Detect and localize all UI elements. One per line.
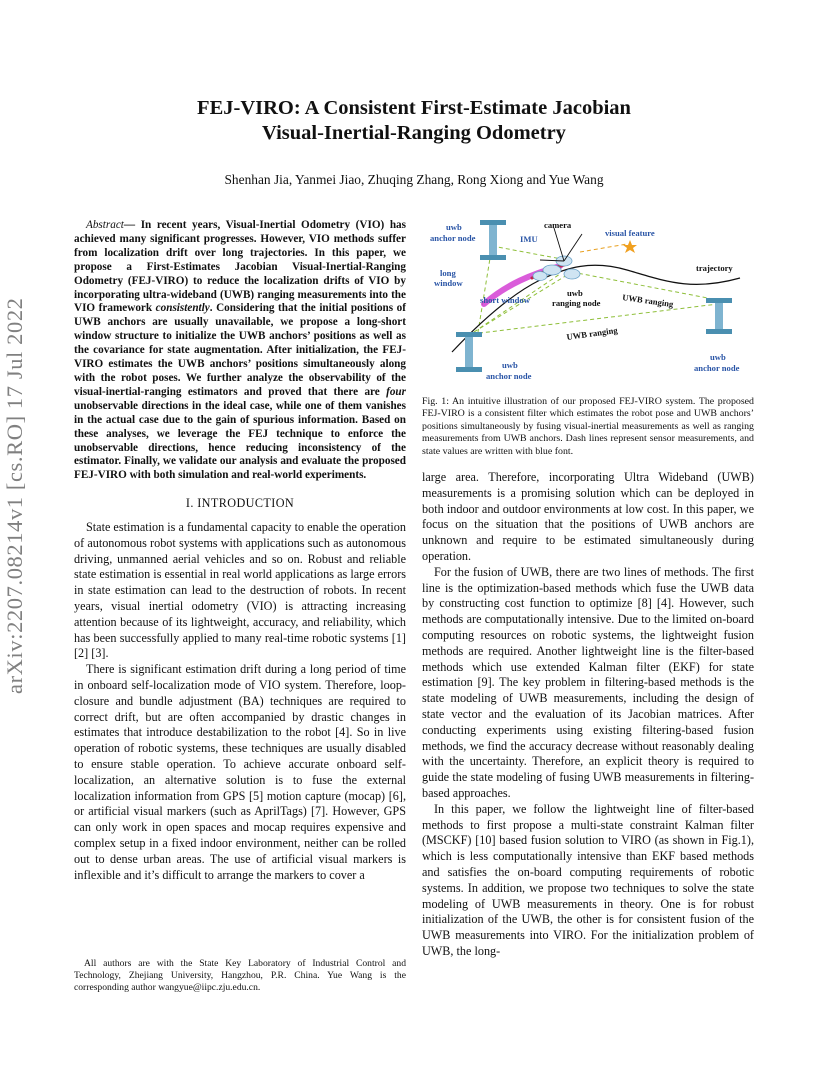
- visual-feature-icon: [623, 240, 637, 253]
- author-footnote: All authors are with the State Key Laboratory of Industrial Control and Technology, Zhejiang University, Hangzhou, P.R. China. Yue Wang is the corresponding author wangyue@iipc.zju.edu.cn.: [74, 958, 406, 994]
- title-line-2: Visual-Inertial-Ranging Odometry: [262, 122, 566, 144]
- intro-paragraph-2: There is significant estimation drift during a long period of time in onboard self-localization mode of VIO system. Therefore, loop-closure and bundle adjustment (BA) techniques are required to correct drift, but are often accompanied by drastic changes in estimates that introduce destabilization to the robot [4]. So in live operation of robotic systems, these techniques are usually disabled to ensure stable operation. To achieve accurate onboard self-localization, an alternative solution is to fuse the external localization information from GPS [5] motion capture (mocap) [6], or artificial visual markers (such as AprilTags) [7]. However, GPS can only work in open spaces and mocap requires expensive and complex setup in a fixed indoor environment, neither can be rolled out to dense urban areas. The use of artificial visual markers is inflexible and it’s difficult to arrange the markers to cover a: [74, 662, 406, 882]
- abstract-label: Abstract: [86, 219, 124, 231]
- figure-1-caption: Fig. 1: An intuitive illustration of our proposed FEJ-VIRO system. The proposed FEJ-VIRO is a consistent filter which estimates the robot pose and UWB anchors’ positions simultaneously by fusing visual-inertial measurements as well as ranging measurements from UWB anchors. Dash lines represent sensor measurements, and state values are written with blue font.: [422, 396, 754, 457]
- abstract-text-1: In recent years, Visual-Inertial Odometry (VIO) has achieved many significant progresses. However, VIO methods suffer from localization drift over long trajectories. In this paper, we propose a First-Estimates Jacobian Visual-Inertial-Ranging Odometry (FEJ-VIRO) to reduce the localization drifts of VIO by incorporating ultra-wideband (UWB) ranging measurements into the VIO framework: [74, 219, 406, 315]
- anchor-base: [706, 329, 732, 334]
- label-camera: camera: [544, 220, 572, 230]
- abstract-text-3: unobservable directions in the ideal case, while one of them vanishes in the actual case due to the gain of spurious information. Based on these analyses, we leverage the FEJ technique to enforce the unobservable directions, hence reducing inconsistency of the estimator. Finally, we validate our analysis and evaluate the proposed FEJ-VIRO with both simulation and real-world experiments.: [74, 399, 406, 482]
- label-uwb-anchor-bl-2: anchor node: [486, 371, 532, 381]
- label-uwb-ranging-top: UWB ranging: [621, 292, 674, 310]
- right-paragraph-3: In this paper, we follow the lightweight line of filter-based methods to first propose a multi-state constraint Kalman filter (MSCKF) [10] based fusion solution to VIRO (as shown in Fig.1), which is less computationally intensive than EKF based methods and satisfies the on-board computing requirements of robotic systems. In addition, we propose two techniques to solve the state modeling of UWB measurements in theory. One is for robust initialization of the UWB, the other is for consistent fusion of the UWB measurements into VIRO. For the initialization problem of UWB, the long-: [422, 801, 754, 958]
- label-visual-feature: visual feature: [605, 228, 655, 238]
- uwb-anchor-bottom-left: [456, 332, 482, 372]
- abstract-emphasis-2: four: [386, 385, 406, 398]
- author-list: Shenhan Jia, Yanmei Jiao, Zhuqing Zhang, Rong Xiong and Yue Wang: [224, 172, 604, 187]
- right-paragraph-1: large area. Therefore, incorporating Ultra Wideband (UWB) measurements is a promising solution which can be deployed in both indoor and outdoor environments at low cost. In this paper, we focus on the situation that the positions of UWB anchors are unknown and require to be estimated simultaneously during operation.: [422, 470, 754, 563]
- label-uwb-ranging-node-1: uwb: [567, 288, 583, 298]
- node-ellipse-3: [564, 269, 580, 279]
- axis-up: [554, 228, 564, 261]
- label-imu: IMU: [520, 234, 538, 244]
- right-paragraph-2: For the fusion of UWB, there are two lines of methods. The first line is the optimization-based methods which fuse the UWB data by constructing cost function to optimize [8] [4]. However, such methods are computationally intensive. Due to the limited on-board computing resources on robotic systems, the lightweight fusion methods are required. Another lightweight line is the filter-based methods which use extended Kalman filter (EKF) for state estimation [9]. The key problem in filtering-based methods is the state modeling of UWB measurements, including the design of state vector and the evaluation of its Jacobian matrices. After conducting experiments using existing filtering-based fusion methods, we find the accuracy decrease without reasonably dealing with the uncertainty. Therefore, an explicit theory is required to guide the state modeling of fusing UWB measurements in filtering-based approaches.: [422, 564, 754, 800]
- anchor-pole: [465, 337, 473, 367]
- section-heading-introduction: I. INTRODUCTION: [185, 496, 295, 511]
- anchor-pole: [715, 303, 723, 329]
- label-trajectory: trajectory: [696, 263, 733, 273]
- label-uwb-anchor-tl-2: anchor node: [430, 233, 476, 243]
- abstract: [74, 219, 406, 483]
- label-uwb-anchor-tl-1: uwb: [446, 222, 462, 232]
- anchor-cap: [480, 220, 506, 225]
- uwb-anchor-top-left: [480, 220, 506, 260]
- figure-1: [422, 212, 754, 387]
- camera-to-feature-line: [580, 244, 627, 252]
- label-long-window-1: long: [440, 268, 456, 278]
- arxiv-identifier: arXiv:2207.08214v1 [cs.RO] 17 Jul 2022: [2, 297, 27, 694]
- anchor-cap: [706, 298, 732, 303]
- label-uwb-anchor-r-2: anchor node: [694, 363, 740, 373]
- anchor-base: [480, 255, 506, 260]
- label-uwb-anchor-r-1: uwb: [710, 352, 726, 362]
- uwb-anchor-right: [706, 298, 732, 334]
- left-column: [74, 219, 406, 883]
- right-column: [422, 470, 754, 960]
- anchor-base: [456, 367, 482, 372]
- label-short-window: short window: [480, 295, 530, 305]
- abstract-emphasis-1: consistently: [155, 302, 210, 315]
- label-long-window-2: window: [434, 278, 463, 288]
- abstract-dash: —: [123, 219, 136, 231]
- label-uwb-ranging-bottom: UWB ranging: [565, 324, 619, 342]
- title-line-1: FEJ-VIRO: A Consistent First-Estimate Jacobian: [197, 97, 631, 119]
- figure-1-illustration: [422, 212, 754, 387]
- node-ellipse-4: [533, 272, 547, 281]
- anchor-pole: [489, 225, 497, 255]
- label-uwb-anchor-bl-1: uwb: [502, 360, 518, 370]
- axis-right: [564, 234, 582, 261]
- anchor-cap: [456, 332, 482, 337]
- trajectory-curve: [452, 265, 740, 352]
- label-uwb-ranging-node-2: ranging node: [552, 298, 601, 308]
- abstract-text-2: . Considering that the initial positions of UWB anchors are usually unavailable, we propose a long-short window structure to initialize the UWB anchors’ positions as well as the covariance for state augmentation. After initialization, the FEJ-VIRO estimates the UWB anchors’ positions simultaneously along with the robot poses. We further analyze the observability of the visual-inertial-ranging estimators and proved that there are: [74, 302, 406, 398]
- intro-paragraph-1: State estimation is a fundamental capacity to enable the operation of autonomous robot systems with applications such as autonomous driving, unmanned aerial vehicles and so on. Robust and reliable state estimation is essential in real world applications as large errors in state estimation can lead to the destruction of robots. In recent years, visual inertial odometry (VIO) is attracting increasing attention because of its lightweight, accuracy, and reliability, which has been successfully applied to many real-time robotic systems [1] [2] [3].: [74, 520, 406, 661]
- paper-title: [120, 96, 708, 146]
